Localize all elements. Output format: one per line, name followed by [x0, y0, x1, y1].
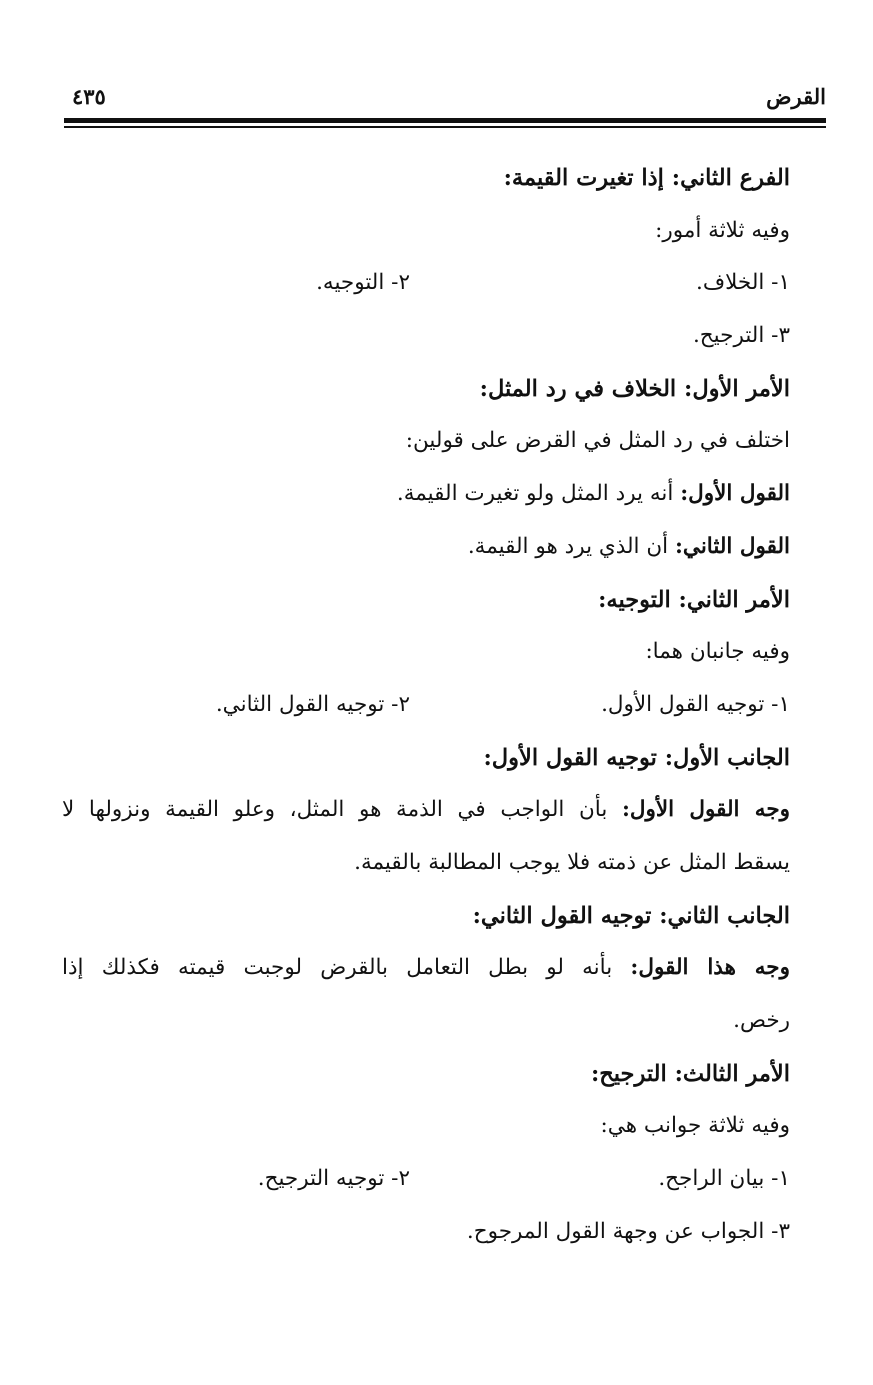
list-item: ١- توجيه القول الأول. — [601, 691, 790, 717]
page-header — [64, 84, 826, 114]
numbered-pair — [62, 261, 790, 314]
running-head: القرض — [766, 84, 826, 109]
opinion-label: القول الثاني: — [674, 533, 790, 559]
list-item: ٢- توجيه الترجيح. — [257, 1166, 410, 1192]
opinion-label: القول الأول: — [680, 481, 790, 507]
paragraph-line: وفيه ثلاثة جوانب هي: — [600, 1113, 790, 1139]
paragraph-line: وفيه جانبان هما: — [645, 639, 790, 665]
reason-label: وجه القول الأول: — [621, 797, 790, 823]
opinion-line — [62, 472, 790, 525]
paragraph-line: اختلف في رد المثل في القرض على قولين: — [405, 428, 790, 454]
page-body — [62, 156, 790, 1262]
reason-text: بأنه لو بطل التعامل بالقرض لوجبت قيمته فكذلك إذا — [62, 955, 631, 981]
paragraph-line — [62, 946, 790, 999]
paragraph-line: رخص. — [733, 1008, 790, 1033]
paragraph-line — [62, 788, 790, 841]
reason-label: وجه هذا القول: — [630, 955, 790, 981]
subsection-heading: الجانب الأول: توجيه القول الأول: — [483, 744, 790, 771]
paragraph-line: يسقط المثل عن ذمته فلا يوجب المطالبة بالقيمة. — [354, 849, 790, 875]
list-item: ٢- التوجيه. — [316, 270, 410, 296]
subsection-heading: الجانب الثاني: توجيه القول الثاني: — [472, 902, 790, 929]
subsection-heading: الأمر الثالث: الترجيح: — [590, 1060, 790, 1087]
numbered-pair — [62, 1157, 790, 1210]
section-heading: الفرع الثاني: إذا تغيرت القيمة: — [503, 165, 790, 191]
list-item: ٣- الترجيح. — [692, 323, 790, 349]
page-number: ٤٣٥ — [72, 84, 106, 109]
list-item: ٢- توجيه القول الثاني. — [215, 691, 410, 717]
list-item: ٣- الجواب عن وجهة القول المرجوح. — [466, 1218, 790, 1244]
list-item: ١- الخلاف. — [695, 270, 790, 296]
subsection-heading: الأمر الثاني: التوجيه: — [598, 586, 790, 613]
opinion-text: أن الذي يرد هو القيمة. — [467, 533, 675, 559]
header-rule-thin — [64, 126, 826, 128]
paragraph-line: وفيه ثلاثة أمور: — [655, 217, 790, 243]
subsection-heading: الأمر الأول: الخلاف في رد المثل: — [479, 375, 790, 402]
numbered-pair — [62, 683, 790, 736]
list-item: ١- بيان الراجح. — [658, 1166, 790, 1192]
opinion-line — [62, 525, 790, 578]
opinion-text: أنه يرد المثل ولو تغيرت القيمة. — [396, 481, 681, 507]
reason-text: بأن الواجب في الذمة هو المثل، وعلو القيمة ونزولها لا — [62, 797, 622, 823]
header-rule-thick — [64, 118, 826, 123]
